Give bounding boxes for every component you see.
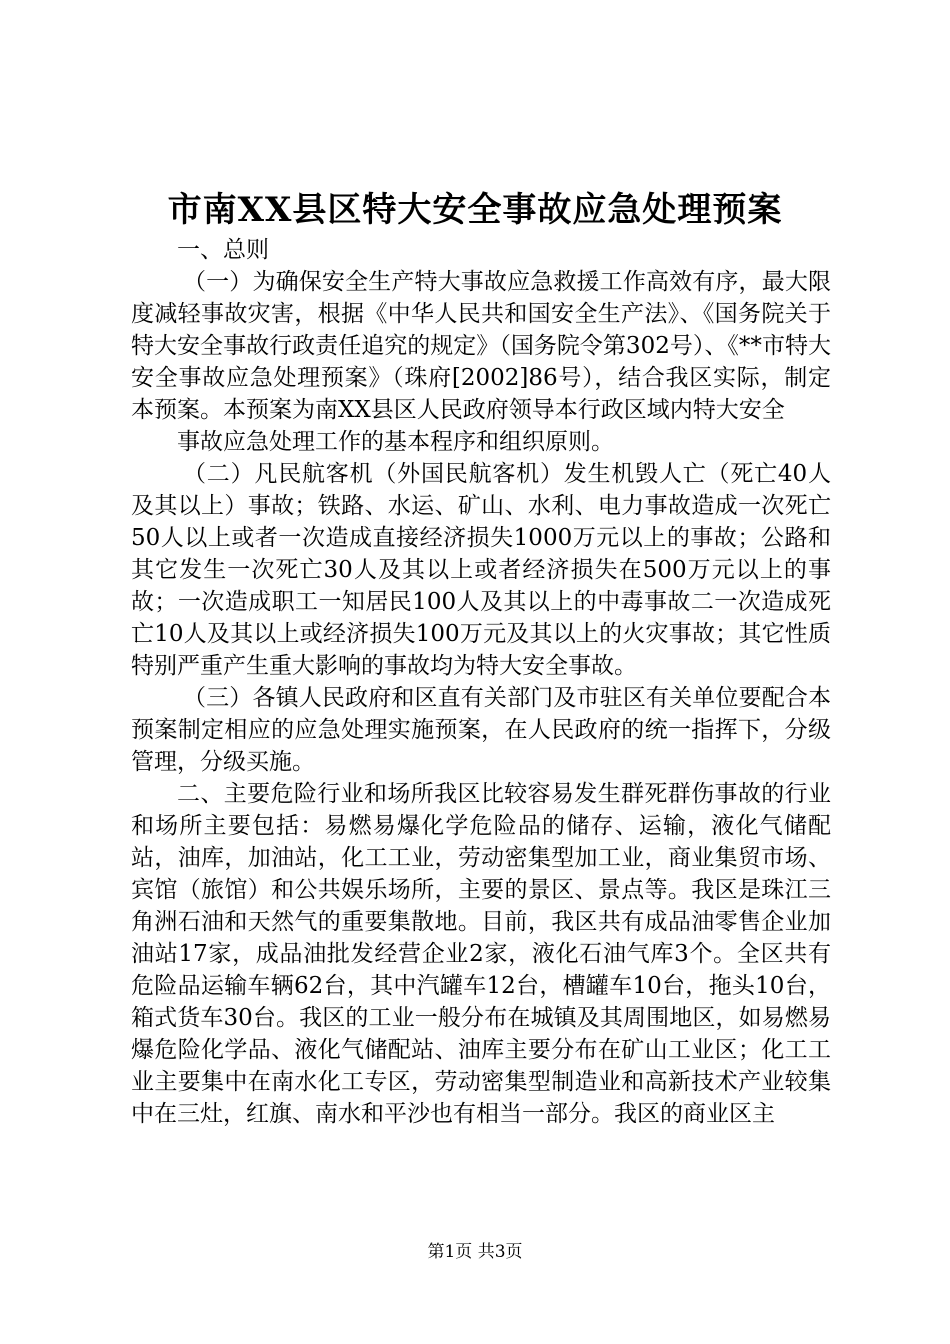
page-indicator: 第1页 共3页 [427,1242,523,1262]
paragraph-clause-3: （三）各镇人民政府和区直有关部门及市驻区有关单位要配合本预案制定相应的应急处理实施预案，在人民政府的统一指挥下，分级管理，分级买施。 [131,685,831,775]
paragraph-clause-2: （二）凡民航客机（外国民航客机）发生机毁人亡（死亡40人及其以上）事故；铁路、水运、矿山、水利、电力事故造成一次死亡50人以上或者一次造成直接经济损失1000万元以上的事故；公路和其它发生一次死亡30人及其以上或者经济损失在500万元以上的事故；一次造成职工一知居民100人及其以上的中毒事故二一次造成死亡10人及其以上或经济损失100万元及其以上的火灾事故；其它性质特别严重产生重大影响的事故均为特大安全事故。 [131,461,831,679]
paragraph-section-2: 二、主要危险行业和场所我区比较容易发生群死群伤事故的行业和场所主要包括：易燃易爆化学危险品的储存、运输，液化气储配站，油库，加油站，化工工业，劳动密集型加工业，商业集贸市场、宾馆（旅馆）和公共娱乐场所，主要的景区、景点等。我区是珠江三角洲石油和天然气的重要集散地。目前，我区共有成品油零售企业加油站17家，成品油批发经营企业2家，液化石油气库3个。全区共有危险品运输车辆62台，其中汽罐车12台，槽罐车10台，拖头10台，箱式货车30台。我区的工业一般分布在城镇及其周围地区，如易燃易爆危险化学品、液化气储配站、油库主要分布在矿山工业区；化工工业主要集中在南水化工专区，劳动密集型制造业和高新技术产业较集中在三灶，红旗、南水和平沙也有相当一部分。我区的商业区主 [131,781,831,1127]
paragraph-clause-1: （一）为确保安全生产特大事故应急救援工作高效有序，最大限度减轻事故灾害，根据《中华人民共和国安全生产法》、《国务院关于特大安全事故行政责任追究的规定》（国务院令第302号）、《**市特大安全事故应急处理预案》（珠府[2002]86号），结合我区实际，制定本预案。本预案为南XX县区人民政府领导本行政区域内特大安全 [131,269,831,423]
document-title: 市南XX县区特大安全事故应急处理预案 [167,190,783,230]
document-body [131,234,831,1130]
paragraph-section-1-heading: 一、总则 [177,237,269,263]
paragraph-clause-1-continued: 事故应急处理工作的基本程序和组织原则。 [177,429,614,455]
